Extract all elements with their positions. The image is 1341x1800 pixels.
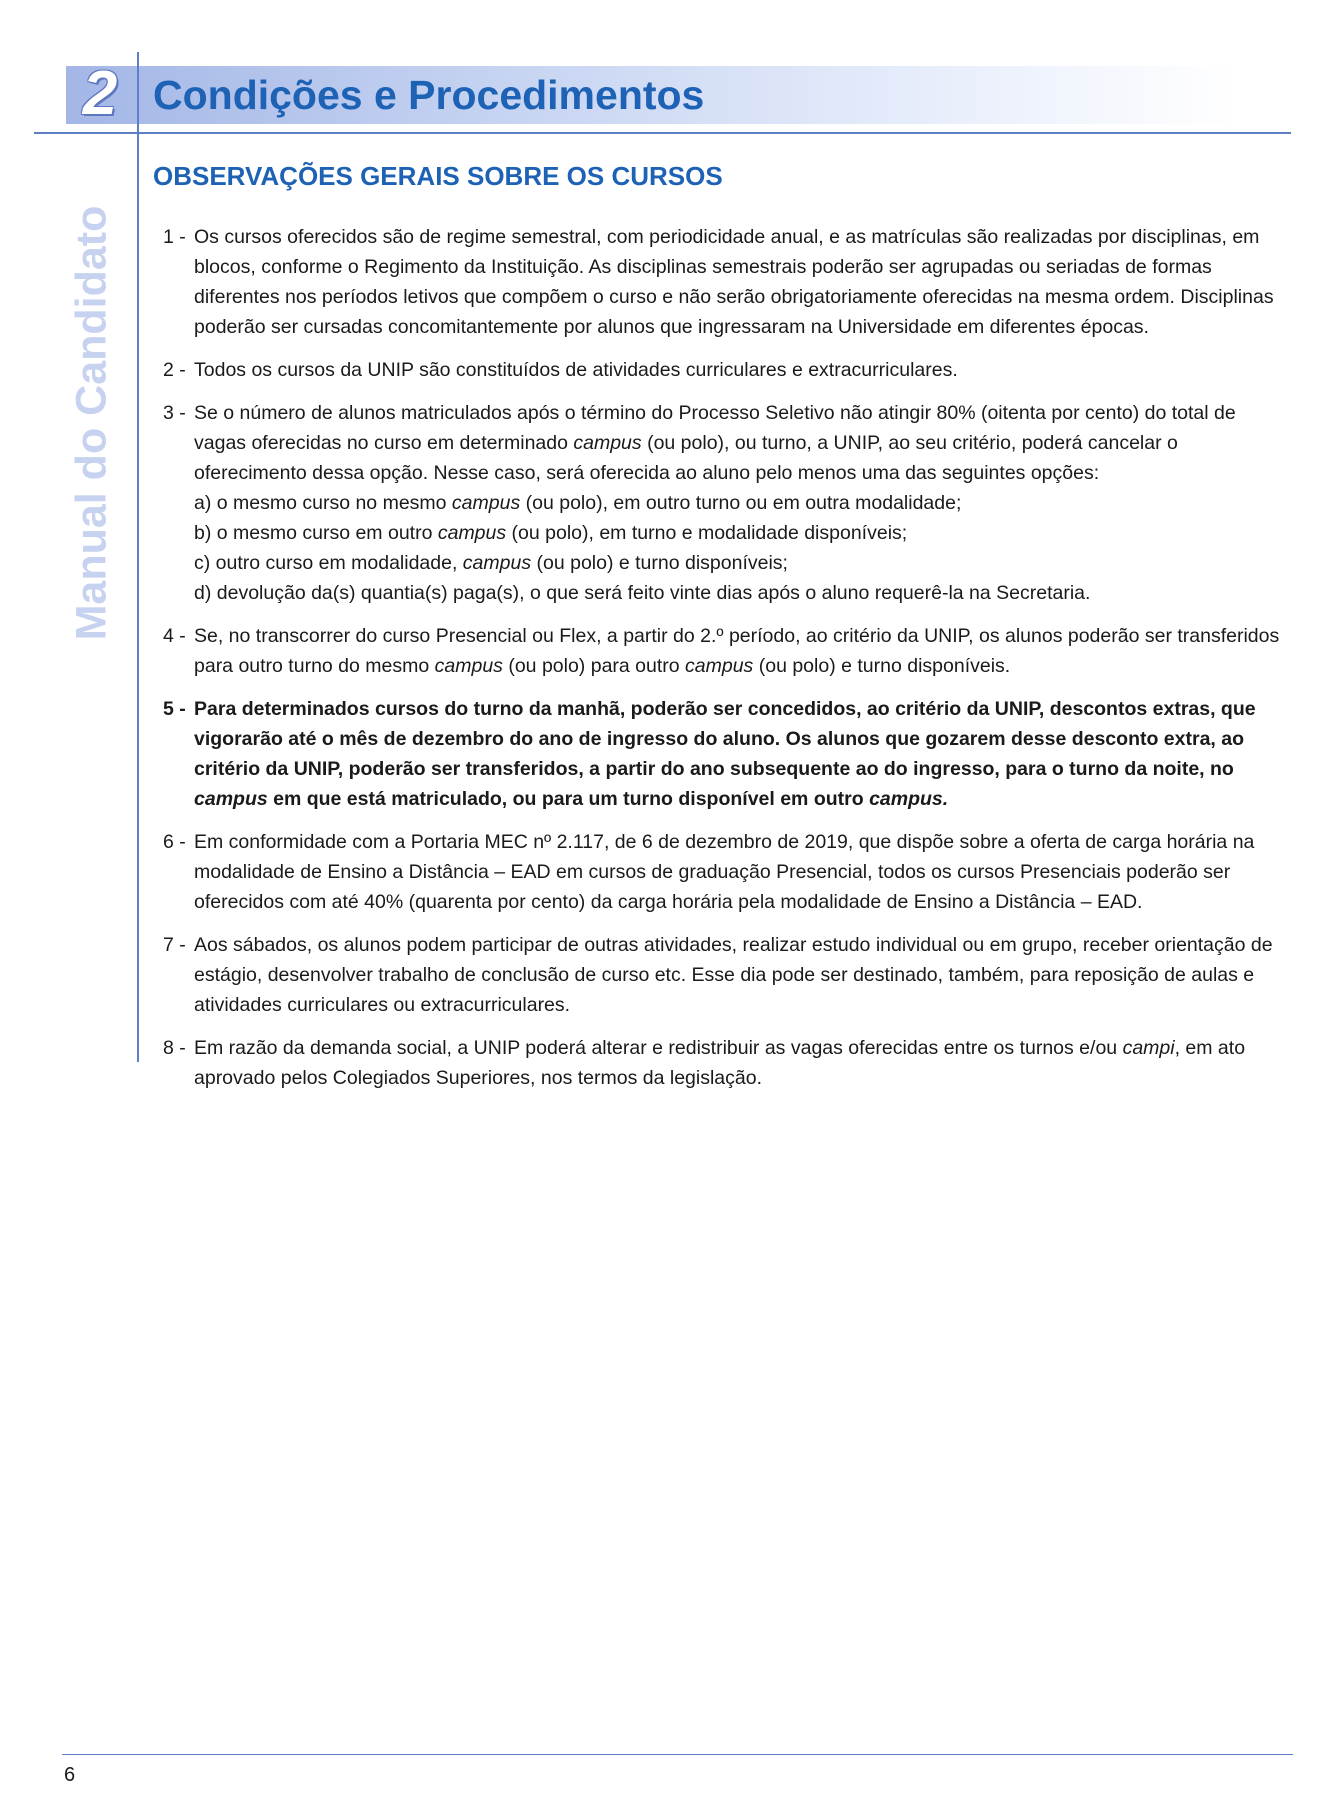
item-paragraph (194, 222, 1291, 342)
option-line (194, 518, 1291, 548)
side-label-container (68, 158, 116, 688)
italic-term: campus (194, 788, 268, 810)
option-line (194, 488, 1291, 518)
vertical-rule (137, 52, 139, 1062)
italic-term: campus (462, 552, 532, 574)
item-number: 5 - (163, 698, 186, 720)
text-run: a) o mesmo curso no mesmo (194, 492, 452, 514)
italic-term: campi (1122, 1037, 1175, 1059)
item-number: 2 - (163, 359, 186, 381)
text-run: Em conformidade com a Portaria MEC nº 2.117, de 6 de dezembro de 2019, que dispõe sobre a oferta de carga horária na modalidade de Ensino a Distância – EAD em cursos de graduação Presencial, todos os cursos Presenciais poderão ser oferecidos com até 40% (quarenta por cento) da carga horária pela modalidade de Ensino a Distância – EAD. (194, 831, 1255, 913)
italic-term: campus (685, 655, 754, 677)
side-label: Manual do Candidato (67, 205, 116, 641)
text-run: em que está matriculado, ou para um turno disponível em outro (267, 788, 870, 810)
italic-term: campus (451, 492, 521, 514)
item-paragraph (194, 694, 1291, 814)
text-run: (ou polo) para outro (502, 655, 686, 677)
text-run: (ou polo) e turno disponíveis. (753, 655, 1011, 677)
item-number: 7 - (163, 934, 186, 956)
item-paragraph (194, 621, 1291, 681)
header-rule (34, 132, 1291, 134)
list-item (163, 827, 1291, 917)
text-run: Aos sábados, os alunos podem participar de outras atividades, realizar estudo individual ou em grupo, receber orientação de estágio, desenvolver trabalho de conclusão de curso etc. Esse dia pode ser destinado, também, para reposição de aulas e atividades curriculares ou extracurriculares. (194, 934, 1273, 1016)
section-title: OBSERVAÇÕES GERAIS SOBRE OS CURSOS (153, 161, 723, 191)
italic-term: campus (437, 522, 507, 544)
item-number: 8 - (163, 1037, 186, 1059)
text-run: (ou polo), ou turno, a UNIP, ao seu critério, poderá cancelar o oferecimento dessa opção. Nesse caso, será oferecida ao aluno pelo menos uma das seguintes opções: (194, 432, 1178, 484)
item-paragraph (194, 1033, 1291, 1093)
page-number: 6 (64, 1764, 76, 1786)
text-run: Se o número de alunos matriculados após o término do Processo Seletivo não atingir 80% (oitenta por cento) do total de vagas oferecidas no curso em determinado (194, 402, 1236, 454)
text-run: (ou polo) e turno disponíveis; (531, 552, 788, 574)
observations-list (163, 222, 1291, 1106)
item-number: 6 - (163, 831, 186, 853)
item-paragraph (194, 930, 1291, 1020)
italic-term: campus. (869, 788, 949, 810)
item-number: 3 - (163, 402, 186, 424)
list-item (163, 398, 1291, 608)
item-paragraph (194, 827, 1291, 917)
list-item (163, 621, 1291, 681)
text-run: Todos os cursos da UNIP são constituídos de atividades curriculares e extracurriculares. (194, 359, 958, 381)
item-paragraph (194, 355, 1291, 385)
item-number: 1 - (163, 226, 186, 248)
option-line (194, 548, 1291, 578)
text-run: , em ato aprovado pelos Colegiados Superiores, nos termos da legislação. (194, 1037, 1246, 1089)
italic-term: campus (434, 655, 503, 677)
list-item (163, 222, 1291, 342)
text-run: (ou polo), em outro turno ou em outra modalidade; (520, 492, 962, 514)
text-run: Se, no transcorrer do curso Presencial ou Flex, a partir do 2.º período, ao critério da UNIP, os alunos poderão ser transferidos para outro turno do mesmo (194, 625, 1280, 677)
list-item (163, 1033, 1291, 1093)
list-item (163, 355, 1291, 385)
italic-term: campus (573, 432, 642, 454)
text-run: Para determinados cursos do turno da manhã, poderão ser concedidos, ao critério da UNIP, descontos extras, que vigorarão até o mês de dezembro do ano de ingresso do aluno. Os alunos que gozarem desse desconto extra, ao critério da UNIP, poderão ser transferidos, a partir do ano subsequente ao do ingresso, para o turno da noite, no (194, 698, 1256, 780)
text-run: d) devolução da(s) quantia(s) paga(s), o que será feito vinte dias após o aluno requerê-la na Secretaria. (194, 582, 1091, 604)
item-number: 4 - (163, 625, 186, 647)
text-run: Os cursos oferecidos são de regime semestral, com periodicidade anual, e as matrículas são realizadas por disciplinas, em blocos, conforme o Regimento da Instituição. As disciplinas semestrais poderão ser agrupadas ou seriadas de formas diferentes nos períodos letivos que compõem o curso e não serão obrigatoriamente oferecidas na mesma ordem. Disciplinas poderão ser cursadas concomitantemente por alunos que ingressaram na Universidade em diferentes épocas. (194, 226, 1274, 338)
chapter-number: 2 (82, 59, 118, 128)
text-run: c) outro curso em modalidade, (194, 552, 463, 574)
text-run: Em razão da demanda social, a UNIP poderá alterar e redistribuir as vagas oferecidas entre os turnos e/ou (194, 1037, 1123, 1059)
text-run: (ou polo), em turno e modalidade disponíveis; (506, 522, 908, 544)
list-item (163, 694, 1291, 814)
item-paragraph (194, 398, 1291, 488)
list-item (163, 930, 1291, 1020)
text-run: b) o mesmo curso em outro (194, 522, 438, 544)
option-line (194, 578, 1291, 608)
footer-rule (62, 1754, 1293, 1755)
chapter-title: Condições e Procedimentos (153, 72, 705, 118)
